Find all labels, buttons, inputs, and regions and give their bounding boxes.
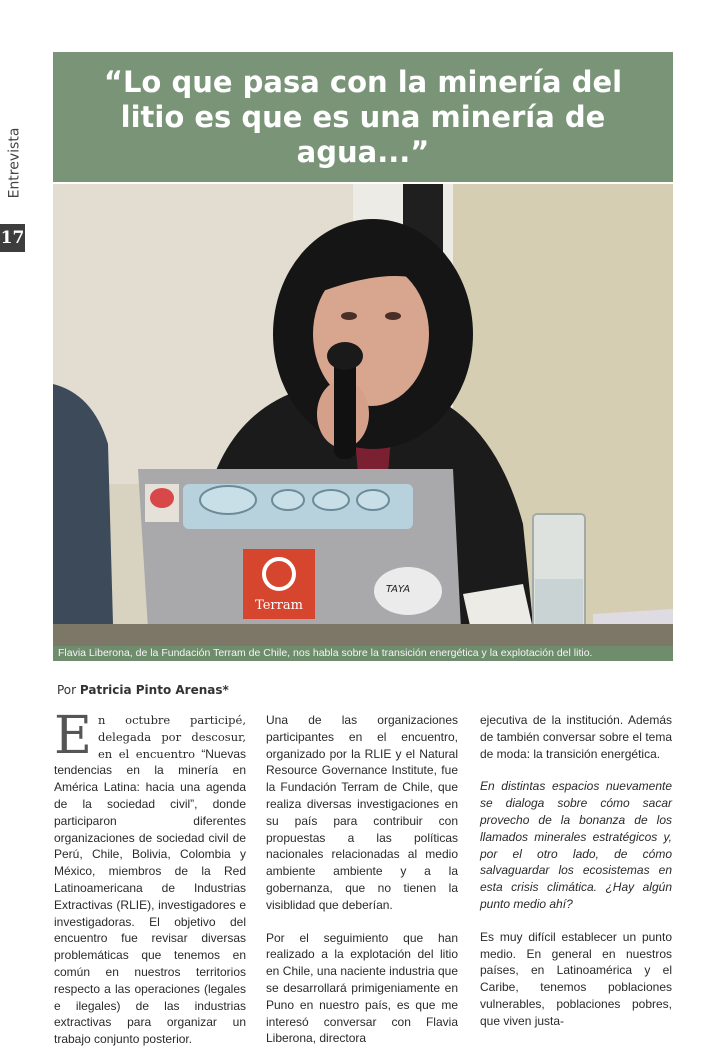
paragraph: Por el seguimiento que han realizado a la explotación del litio en Chile, una naciente industria que se desarrollará primigeniamente en Puno en nuestro país, es que me interesó conversar con Flavia Liberona, directora: [266, 930, 458, 1046]
column-1: [54, 706, 246, 1047]
byline: [57, 683, 229, 697]
article-photo: [53, 184, 673, 646]
paragraph: Una de las organizaciones participantes en el encuentro, organizado por la RLIE y el Natural Resource Governance Institute, fue la Fundación Terram de Chile, que realiza diversas investigaciones en su país para contribuir con propuestas a las políticas nacionales relacionadas al medio ambiente ambiente y a la gobernanza, que no tienen la visiblidad que deberían.: [266, 713, 458, 912]
paragraph-text: “Nuevas tendencias en la minería en América Latina: hacia una agenda de la sociedad civil”, donde participaron diferentes organizaciones de sociedad civil de Perú, Chile, Bolivia, Colombia y México, miembros de la Red Latinoamericana de Industrias Extractivas (RLIE), investigadores e investigadoras. El objetivo del encuentro fue revisar diversas problemáticas que tenemos en común en nuestros territorios respecto a las operaciones (legales e ilegales) de las industrias extractivas para organizar un trabajo conjunto posterior.: [54, 746, 246, 1047]
interview-question: En distintas espacios nuevamente se dialoga sobre cómo sacar provecho de la bonanza de los llamados minerales estratégicos y, por el otro lado, de cómo salvaguardar los ecosistemas en esta crisis climática. ¿Hay algún punto medio ahí?: [480, 779, 672, 911]
article-title: “Lo que pasa con la minería del litio es que es una minería de agua...”: [103, 64, 623, 169]
section-label: [2, 118, 26, 208]
column-3: [480, 712, 672, 1028]
paragraph: Es muy difícil establecer un punto medio. En general en nuestros países, en Latinoamérica y el Caribe, tenemos poblaciones vulnerables, poblaciones pobres, que viven justa-: [480, 929, 672, 1028]
photo-illustration: [53, 184, 673, 646]
paragraph: ejecutiva de la institución. Además de también conversar sobre el tema de moda: la transición energética.: [480, 713, 672, 761]
title-banner: [53, 52, 673, 182]
lead-text: n octubre participé, delegada por descosur, en el encuentro: [97, 713, 246, 761]
page-number: 17: [0, 224, 25, 252]
section-label-text: Entrevista: [6, 127, 22, 199]
photo-caption: Flavia Liberona, de la Fundación Terram de Chile, nos habla sobre la transición energética y la explotación del litio.: [53, 646, 673, 661]
byline-author: Patricia Pinto Arenas*: [79, 683, 229, 697]
byline-prefix: Por: [57, 683, 77, 697]
column-2: [266, 712, 458, 1046]
drop-cap: E: [54, 706, 92, 766]
sticker-brand-text: Terram: [255, 598, 303, 613]
sticker-taya-text: TAYA: [385, 584, 411, 595]
